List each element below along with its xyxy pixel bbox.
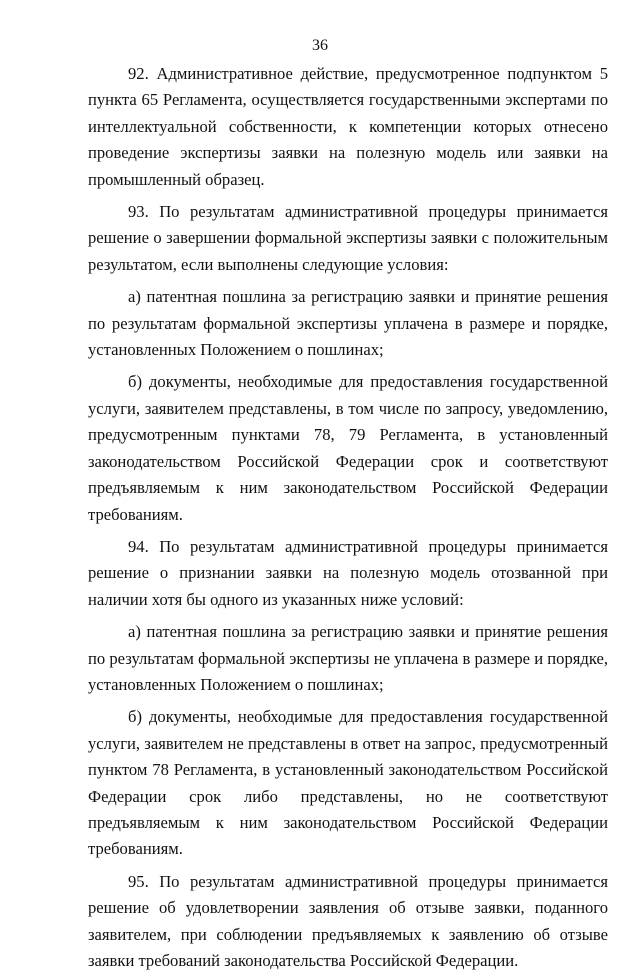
- paragraph-93-item-a: а) патентная пошлина за регистрацию заявки и принятие решения по результатам формальной экспертизы уплачена в размере и порядке, установленных Положением о пошлинах;: [88, 287, 608, 360]
- paragraph-93-item-b: б) документы, необходимые для предоставления государственной услуги, заявителем представлены, в том числе по запросу, уведомлению, предусмотренным пунктами 78, 79 Регламента, в установленный законодательством Российской Федерации срок и соответствуют предъявляемым к ним законодательством Российской Федерации требованиям.: [88, 372, 608, 524]
- paragraph-94-item-a: а) патентная пошлина за регистрацию заявки и принятие решения по результатам формальной экспертизы не уплачена в размере и порядке, установленных Положением о пошлинах;: [88, 622, 608, 694]
- paragraph-92: 92. Административное действие, предусмотренное подпунктом 5 пункта 65 Регламента, осуществляется государственными экспертами по интеллектуальной собственности, к компетенции которых отнесено проведение экспертизы заявки на полезную модель или заявки на промышленный образец.: [88, 64, 608, 189]
- document-body: [88, 61, 608, 980]
- paragraph-93: 93. По результатам административной процедуры принимается решение о завершении формальной экспертизы заявки с положительным результатом, если выполнены следующие условия:: [88, 202, 608, 274]
- paragraph-94: 94. По результатам административной процедуры принимается решение о признании заявки на полезную модель отозванной при наличии хотя бы одного из указанных ниже условий:: [88, 536, 608, 609]
- paragraph-95: 95. По результатам административной процедуры принимается решение об удовлетворении заявления об отзыве заявки, поданного заявителем, при соблюдении предъявляемых к заявлению об отзыве заявки требований законодательства Российской Федерации.: [88, 871, 608, 970]
- paragraph-94-item-b: б) документы, необходимые для предоставления государственной услуги, заявителем не представлены в ответ на запрос, предусмотренный пунктом 78 Регламента, в установленный законодательством Российской Федерации срок либо представлены, но не соответствуют предъявляемым к ним законодательством Российской Федерации требованиям.: [88, 707, 608, 859]
- page-number: 36: [312, 37, 328, 54]
